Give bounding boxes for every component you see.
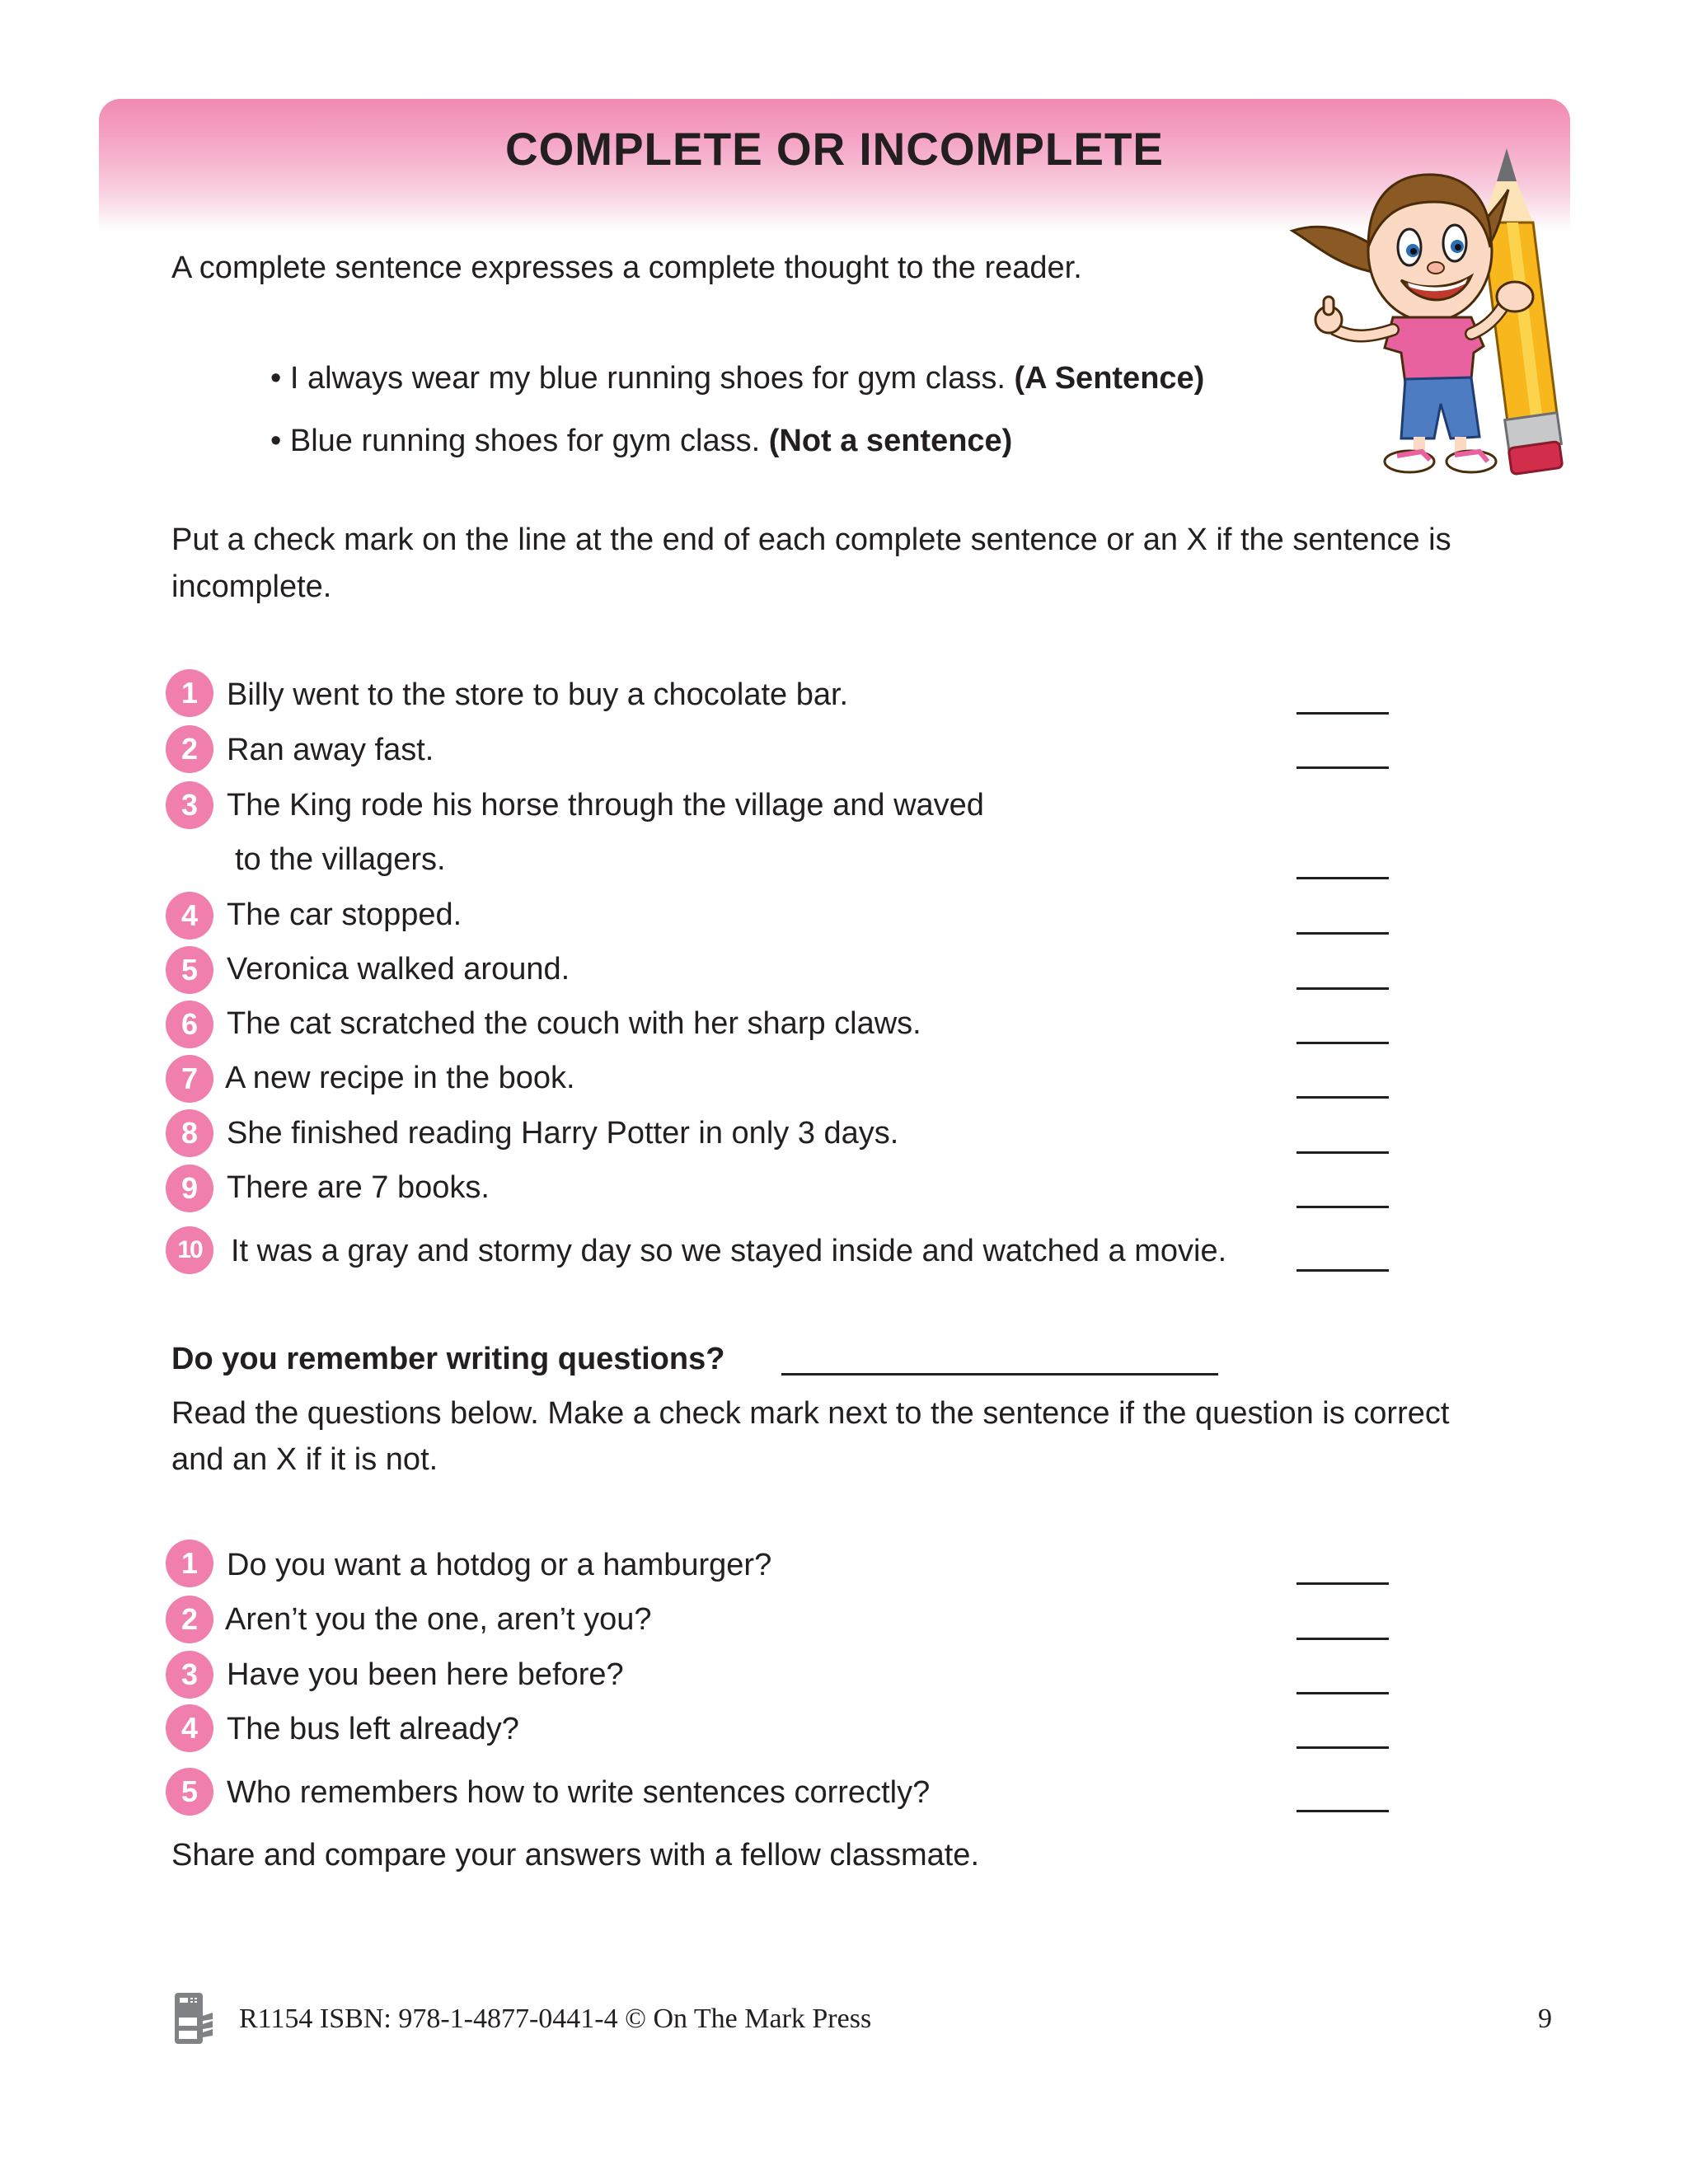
answer-line[interactable]: [1296, 1096, 1389, 1099]
item-number-badge: 6: [166, 1001, 213, 1048]
girl-with-pencil-illustration: [1286, 132, 1582, 478]
sentence-text-continued: to the villagers.: [235, 842, 446, 877]
answer-line[interactable]: [1296, 1206, 1389, 1208]
question-text: Aren’t you the one, aren’t you?: [225, 1602, 652, 1637]
item-number-badge: 8: [166, 1109, 213, 1157]
answer-line[interactable]: [1296, 1151, 1389, 1154]
example-sentence: [270, 363, 1204, 394]
item-number-badge: 10: [166, 1226, 213, 1274]
sentence-text: A new recipe in the book.: [225, 1061, 575, 1095]
answer-line[interactable]: [1296, 1269, 1389, 1272]
question-number-badge: 2: [166, 1596, 213, 1643]
answer-line[interactable]: [1296, 712, 1389, 715]
sentence-text: Ran away fast.: [227, 733, 434, 767]
closing-instruction: Share and compare your answers with a fellow classmate.: [171, 1838, 980, 1872]
heading-answer-line[interactable]: [781, 1373, 1218, 1376]
bullet: •: [270, 424, 282, 458]
question-text: The bus left already?: [227, 1712, 519, 1746]
question-text: Do you want a hotdog or a hamburger?: [227, 1548, 772, 1582]
question-text: Have you been here before?: [227, 1657, 624, 1692]
example-fragment: [270, 425, 1012, 457]
example-text: I always wear my blue running shoes for gym class.: [289, 361, 1006, 396]
answer-line[interactable]: [1296, 1042, 1389, 1044]
page-title: COMPLETE OR INCOMPLETE: [504, 123, 1165, 175]
question-text: Who remembers how to write sentences correctly?: [227, 1775, 931, 1810]
example-label: (A Sentence): [1014, 361, 1205, 396]
answer-line[interactable]: [1296, 1638, 1389, 1640]
question-number-badge: 1: [166, 1540, 213, 1587]
example-label: (Not a sentence): [768, 424, 1013, 458]
part1-instructions-cont: incomplete.: [171, 569, 332, 604]
sentence-text: It was a gray and stormy day so we stayed inside and watched a movie.: [231, 1234, 1227, 1268]
question-number-badge: 3: [166, 1651, 213, 1699]
question-number-badge: 5: [166, 1768, 213, 1816]
item-number-badge: 1: [166, 669, 213, 717]
item-number-badge: 9: [166, 1165, 213, 1212]
example-text: Blue running shoes for gym class.: [289, 424, 761, 458]
part2-heading: Do you remember writing questions?: [171, 1342, 725, 1376]
answer-line[interactable]: [1296, 932, 1389, 935]
question-number-badge: 4: [166, 1704, 213, 1752]
answer-line[interactable]: [1296, 1746, 1389, 1749]
part2-instructions-cont: and an X if it is not.: [171, 1442, 438, 1477]
sentence-text: There are 7 books.: [227, 1170, 490, 1205]
item-number-badge: 5: [166, 946, 213, 994]
sentence-text: Veronica walked around.: [227, 952, 570, 987]
answer-line[interactable]: [1296, 1582, 1389, 1585]
sentence-text: The King rode his horse through the village and waved: [227, 788, 984, 823]
sentence-text: The cat scratched the couch with her sharp claws.: [227, 1006, 921, 1041]
definition-text: A complete sentence expresses a complete thought to the reader.: [171, 251, 1082, 285]
bullet: •: [270, 361, 282, 396]
sentence-text: Billy went to the store to buy a chocolate bar.: [227, 677, 849, 712]
answer-line[interactable]: [1296, 1692, 1389, 1694]
answer-line[interactable]: [1296, 987, 1389, 990]
answer-line[interactable]: [1296, 1810, 1389, 1812]
footer-copyright: R1154 ISBN: 978-1-4877-0441-4 © On The Mark Press: [239, 2004, 872, 2034]
item-number-badge: 2: [166, 725, 213, 773]
item-number-badge: 7: [166, 1055, 213, 1103]
item-number-badge: 4: [166, 892, 213, 940]
part1-instructions: Put a check mark on the line at the end of each complete sentence or an X if the sentence is: [171, 523, 1451, 557]
copier-icon: [173, 1993, 214, 2044]
answer-line[interactable]: [1296, 766, 1389, 769]
page-number: 9: [1538, 2004, 1552, 2034]
sentence-text: The car stopped.: [227, 898, 462, 932]
sentence-text: She finished reading Harry Potter in only 3 days.: [227, 1116, 899, 1151]
item-number-badge: 3: [166, 781, 213, 829]
part2-instructions: Read the questions below. Make a check mark next to the sentence if the question is correct: [171, 1396, 1450, 1431]
answer-line[interactable]: [1296, 877, 1389, 879]
